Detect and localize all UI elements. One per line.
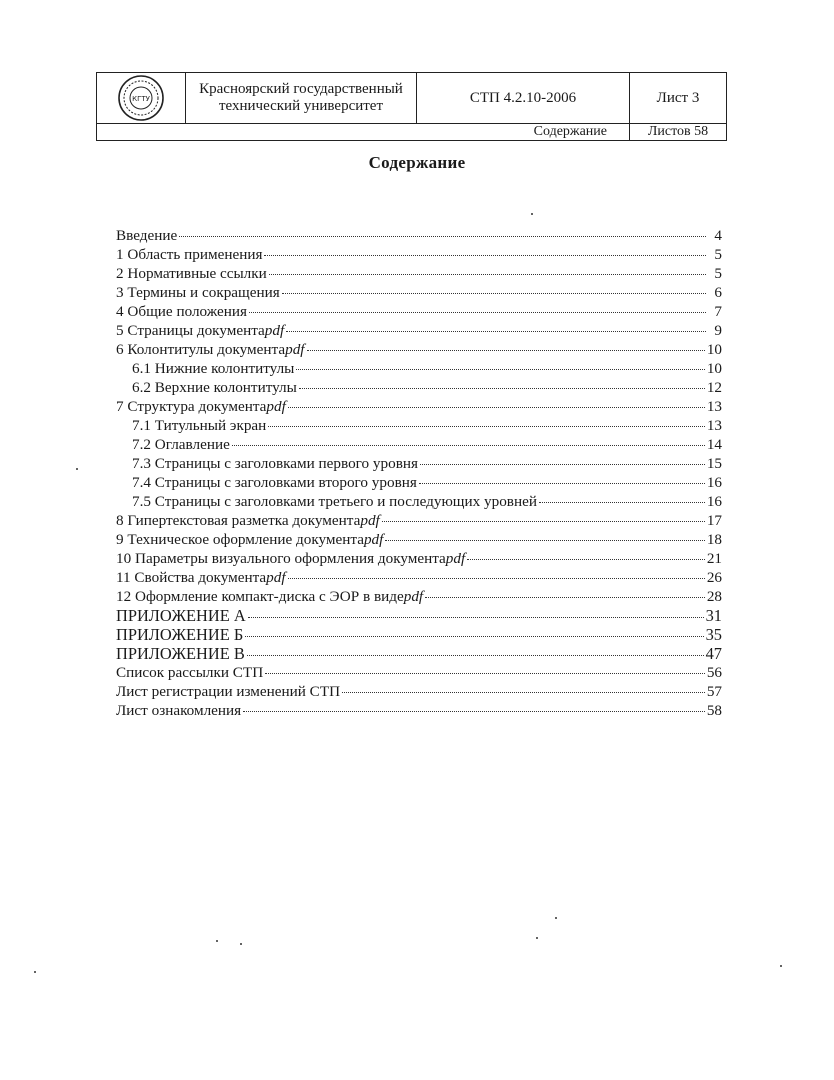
- toc-entry-page: 16: [706, 493, 722, 510]
- dot-leader: [288, 407, 705, 408]
- toc-entry: [116, 226, 722, 245]
- toc-entry-title: Лист регистрации изменений СТП: [116, 683, 341, 700]
- toc-entry: [116, 682, 722, 701]
- toc-entry-title: 10 Параметры визуального оформления документа: [116, 550, 446, 567]
- toc-entry-format: pdf: [445, 550, 466, 567]
- dot-leader: [179, 236, 706, 237]
- toc-entry-format: pdf: [266, 569, 286, 586]
- university-logo: [97, 73, 185, 123]
- dot-leader: [467, 559, 705, 560]
- toc-entry-page: 10: [706, 341, 722, 358]
- toc-entry-format: pdf: [360, 512, 380, 529]
- toc-entry-title: Введение: [116, 227, 178, 244]
- dot-leader: [245, 636, 703, 637]
- dot-leader: [286, 331, 706, 332]
- toc-entry-page: 17: [706, 512, 722, 529]
- dot-leader: [385, 540, 704, 541]
- toc-entry: [116, 511, 722, 530]
- toc-entry: [116, 378, 722, 397]
- toc-entry-page: 12: [706, 379, 722, 396]
- toc-entry: [116, 454, 722, 473]
- toc-entry-title: 7.4 Страницы с заголовками второго уровня: [132, 474, 417, 491]
- toc-entry: [116, 644, 722, 663]
- toc-entry: [116, 568, 722, 587]
- toc-entry-title: 11 Свойства документа: [116, 569, 267, 586]
- document-header: [96, 72, 727, 141]
- dot-leader: [307, 350, 705, 351]
- toc-entry: [116, 549, 722, 568]
- toc-entry-format: pdf: [266, 398, 286, 415]
- dot-leader: [299, 388, 705, 389]
- toc-entry: [116, 359, 722, 378]
- toc-entry: [116, 587, 722, 606]
- toc-entry: [116, 625, 722, 644]
- toc-entry-format: pdf: [403, 588, 424, 605]
- toc-entry-title: 6 Колонтитулы документа: [116, 341, 286, 358]
- dot-leader: [288, 578, 705, 579]
- toc-entry-page: 13: [706, 398, 722, 415]
- toc-entry-title: 7.1 Титульный экран: [132, 417, 267, 434]
- toc-entry-page: 18: [706, 531, 722, 548]
- toc-entry-page: 57: [706, 683, 722, 700]
- toc-entry: [116, 340, 722, 359]
- toc-entry-page: 4: [714, 227, 722, 244]
- toc-entry-page: 10: [706, 360, 722, 377]
- toc-entry-page: 21: [706, 550, 722, 567]
- toc-entry: [116, 302, 722, 321]
- sheets-total: Листов 58: [630, 124, 727, 141]
- toc-entry-page: 7: [714, 303, 722, 320]
- dot-leader: [232, 445, 705, 446]
- dot-leader: [419, 483, 705, 484]
- toc-entry-format: pdf: [285, 341, 305, 358]
- toc-entry-title: 5 Страницы документа: [116, 322, 265, 339]
- toc-entry: [116, 397, 722, 416]
- toc-entry-page: 5: [714, 265, 722, 282]
- toc-entry-title: 6.2 Верхние колонтитулы: [132, 379, 297, 396]
- toc-entry-title: 2 Нормативные ссылки: [116, 265, 267, 282]
- dot-leader: [296, 369, 704, 370]
- toc-entry-page: 16: [706, 474, 722, 491]
- toc-entry-title: 3 Термины и сокращения: [116, 284, 280, 301]
- toc-entry: [116, 283, 722, 302]
- dot-leader: [342, 692, 705, 693]
- toc-entry-page: 26: [706, 569, 722, 586]
- toc-entry: [116, 245, 722, 264]
- toc-entry-page: 14: [706, 436, 722, 453]
- toc-entry: [116, 492, 722, 511]
- toc-entry-page: 5: [714, 246, 722, 263]
- dot-leader: [420, 464, 705, 465]
- toc-entry-page: 15: [706, 455, 722, 472]
- toc-entry-format: pdf: [363, 531, 384, 548]
- table-of-contents: [116, 226, 722, 720]
- toc-entry: [116, 321, 722, 340]
- toc-entry-format: pdf: [264, 322, 285, 339]
- logo-text: КГТУ: [132, 95, 150, 103]
- toc-entry: [116, 701, 722, 720]
- dot-leader: [425, 597, 705, 598]
- toc-entry: [116, 606, 722, 625]
- dot-leader: [382, 521, 705, 522]
- toc-entry: [116, 264, 722, 283]
- toc-entry-title: 7 Структура документа: [116, 398, 267, 415]
- toc-entry: [116, 435, 722, 454]
- dot-leader: [269, 274, 706, 275]
- sheet-number: Лист 3: [630, 73, 727, 124]
- dot-leader: [243, 711, 705, 712]
- org-line-1: Красноярский государственный: [199, 81, 403, 97]
- toc-entry-page: 28: [706, 588, 722, 605]
- toc-entry-page: 6: [714, 284, 722, 301]
- toc-entry-title: 7.3 Страницы с заголовками первого уровня: [132, 455, 418, 472]
- toc-entry-title: ПРИЛОЖЕНИЕ В: [116, 644, 245, 663]
- toc-entry: [116, 473, 722, 492]
- toc-entry-title: Список рассылки СТП: [116, 664, 264, 681]
- toc-entry-title: 9 Техническое оформление документа: [116, 531, 364, 548]
- toc-entry-title: 6.1 Нижние колонтитулы: [132, 360, 295, 377]
- toc-entry-page: 58: [706, 702, 722, 719]
- dot-leader: [282, 293, 706, 294]
- dot-leader: [248, 617, 704, 618]
- dot-leader: [539, 502, 705, 503]
- toc-entry: [116, 663, 722, 682]
- toc-entry-title: ПРИЛОЖЕНИЕ А: [116, 606, 246, 625]
- document-code: СТП 4.2.10-2006: [417, 73, 630, 124]
- toc-entry-page: 35: [705, 625, 722, 644]
- toc-entry-title: 12 Оформление компакт-диска с ЭОР в виде: [116, 588, 404, 605]
- dot-leader: [268, 426, 705, 427]
- toc-entry-page: 9: [714, 322, 722, 339]
- toc-entry-title: Лист ознакомления: [116, 702, 242, 719]
- toc-entry-page: 13: [706, 417, 722, 434]
- dot-leader: [249, 312, 706, 313]
- dot-leader: [247, 655, 704, 656]
- toc-entry-title: 7.5 Страницы с заголовками третьего и последующих уровней: [132, 493, 537, 510]
- toc-entry-page: 47: [705, 644, 722, 663]
- dot-leader: [264, 255, 706, 256]
- toc-entry: [116, 530, 722, 549]
- toc-entry-title: 1 Область применения: [116, 246, 263, 263]
- toc-entry-title: ПРИЛОЖЕНИЕ Б: [116, 625, 244, 644]
- toc-entry-title: 8 Гипертекстовая разметка документа: [116, 512, 361, 529]
- toc-entry-title: 4 Общие положения: [116, 303, 248, 320]
- section-name: Содержание: [97, 124, 630, 141]
- page-title: Содержание: [368, 153, 466, 172]
- organization-name: [186, 73, 417, 124]
- toc-entry-page: 31: [705, 606, 722, 625]
- toc-entry-title: 7.2 Оглавление: [132, 436, 230, 453]
- toc-entry-page: 56: [706, 664, 722, 681]
- toc-entry: [116, 416, 722, 435]
- logo-cell: [97, 73, 186, 124]
- org-line-2: технический университет: [218, 98, 384, 114]
- dot-leader: [265, 673, 705, 674]
